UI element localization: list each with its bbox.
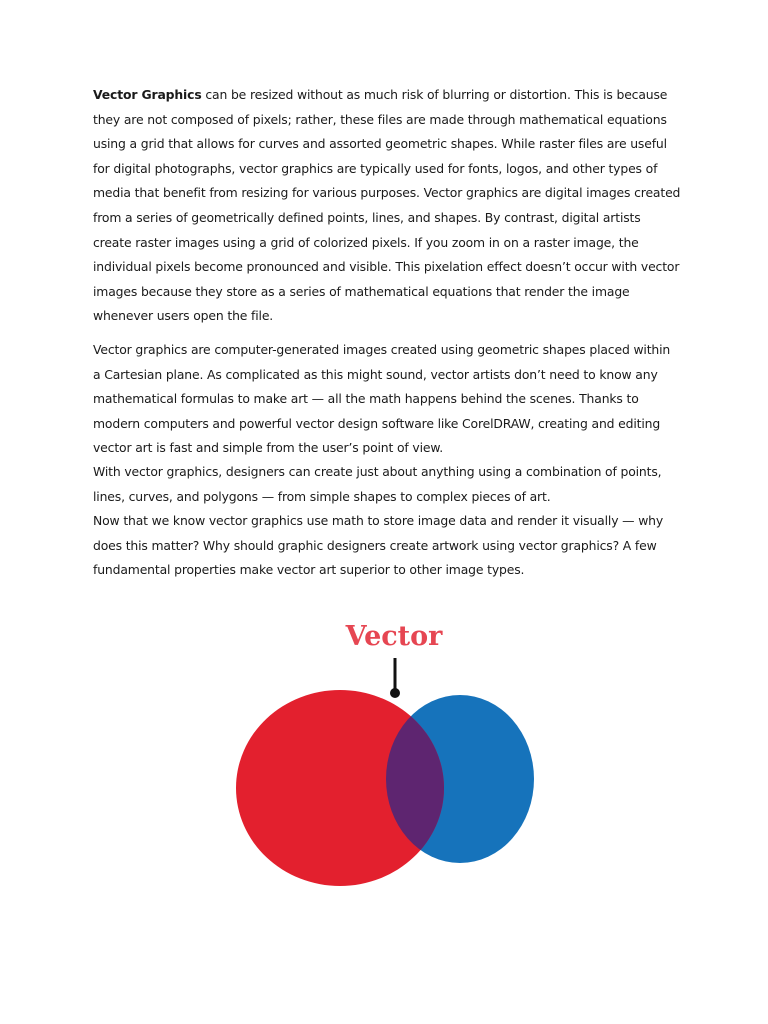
pointer-dot — [390, 688, 400, 698]
paragraph-designers-create: With vector graphics, designers can create just about anything using a combination of points, lines, curves, and polygons — from simple shapes to complex pieces of art. — [93, 464, 662, 504]
vector-label: Vector — [345, 621, 443, 652]
paragraph-vector-graphics-intro — [93, 83, 681, 329]
paragraph-lead-bold: Vector Graphics — [93, 87, 202, 102]
paragraph-why-it-matters: Now that we know vector graphics use math to store image data and render it visually — why does this matter? Why should graphic designers create artwork using vector graphics? A few fundamental properties make vector art superior to other image types. — [93, 513, 664, 578]
paragraph-body: can be resized without as much risk of blurring or distortion. This is because they are not composed of pixels; rather, these files are made through mathematical equations using a grid that allows for curves and assorted geometric shapes. While raster files are useful for digital photographs, vector graphics are typically used for fonts, logos, and other types of media that benefit from resizing for various purposes. Vector graphics are digital images created from a series of geometrically defined points, lines, and shapes. By contrast, digital artists create raster images using a grid of colorized pixels. If you zoom in on a raster image, the individual pixels become pronounced and visible. This pixelation effect doesn’t occur with vector images because they store as a series of mathematical equations that render the image whenever users open the file. — [93, 87, 681, 324]
vector-illustration — [230, 612, 540, 892]
vector-venn-diagram — [230, 612, 540, 892]
paragraph-computer-generated: Vector graphics are computer-generated images created using geometric shapes placed within a Cartesian plane. As complicated as this might sound, vector artists don’t need to know any mathematical formulas to make art — all the math happens behind the scenes. Thanks to modern computers and powerful vector design software like CorelDRAW, creating and editing vector art is fast and simple from the user’s point of view. — [93, 342, 671, 456]
